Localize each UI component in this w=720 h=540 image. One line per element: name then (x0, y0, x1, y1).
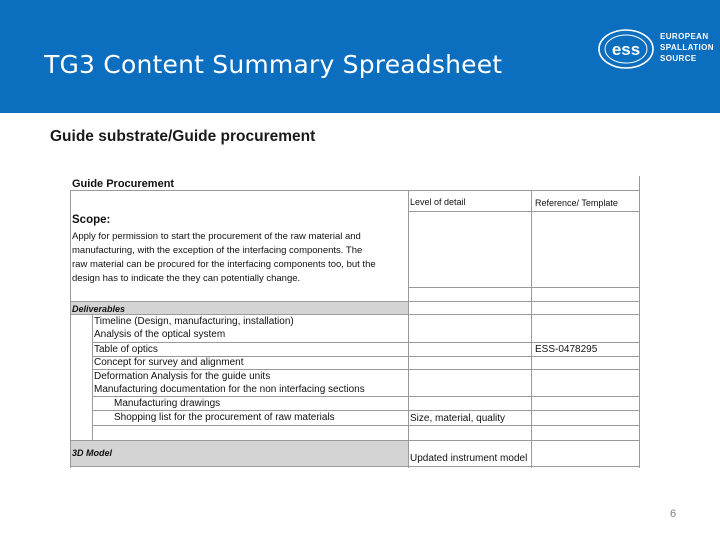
grid-line (70, 440, 640, 441)
deliverable-item: Deformation Analysis for the guide units (94, 371, 271, 382)
grid-line (531, 190, 532, 468)
grid-line (92, 396, 640, 397)
ess-logo-mark-text: ess (611, 40, 641, 59)
grid-line (92, 369, 640, 370)
column-header-level: Level of detail (410, 197, 466, 207)
deliverable-item: Analysis of the optical system (94, 329, 226, 340)
deliverables-label: Deliverables (72, 304, 126, 314)
model-band (70, 440, 408, 466)
spreadsheet-screenshot (68, 176, 641, 468)
sheet-heading: Guide Procurement (72, 178, 175, 190)
grid-line (70, 301, 640, 302)
deliverable-subitem: Manufacturing drawings (114, 398, 221, 409)
grid-line (92, 410, 640, 411)
scope-label: Scope: (72, 214, 111, 226)
column-header-reference: Reference/ Template (535, 198, 618, 208)
shopping-level-of-detail: Size, material, quality (410, 413, 506, 424)
deliverable-item: Concept for survey and alignment (94, 357, 244, 368)
grid-line (92, 425, 640, 426)
grid-line (70, 190, 71, 468)
grid-line (408, 211, 640, 212)
scope-line: manufacturing, with the exception of the interfacing components. The (72, 245, 363, 256)
slide-title: TG3 Content Summary Spreadsheet (44, 50, 503, 79)
grid-line (408, 287, 640, 288)
grid-line (70, 314, 640, 315)
slide-subtitle: Guide substrate/Guide procurement (50, 128, 316, 145)
grid-line (70, 190, 640, 191)
logo-line-spallation: SPALLATION (660, 43, 714, 52)
slide-header (0, 0, 720, 113)
deliverable-subitem: Shopping list for the procurement of raw materials (114, 412, 335, 423)
grid-line (408, 190, 409, 468)
deliverable-item: Table of optics (94, 344, 158, 355)
ess-logo-wordmark (660, 31, 714, 64)
deliverable-item: Timeline (Design, manufacturing, installation) (94, 316, 294, 327)
logo-line-european: EUROPEAN (660, 32, 709, 41)
model-level-of-detail: Updated instrument model (410, 453, 528, 464)
logo-line-source: SOURCE (660, 54, 697, 63)
grid-line (92, 342, 640, 343)
model-label: 3D Model (72, 448, 113, 458)
scope-line: raw material can be procured for the interfacing components too, but the (72, 259, 376, 270)
table-of-optics-reference: ESS-0478295 (535, 344, 598, 355)
grid-line (92, 314, 93, 440)
deliverable-item: Manufacturing documentation for the non interfacing sections (94, 384, 365, 395)
scope-line: design has to indicate the they can potentially change. (72, 273, 301, 284)
grid-line (70, 466, 640, 467)
scope-line: Apply for permission to start the procurement of the raw material and (72, 231, 361, 242)
ess-logo-mark-icon (596, 24, 658, 74)
page-number: 6 (670, 508, 677, 520)
ess-logo (596, 24, 714, 74)
